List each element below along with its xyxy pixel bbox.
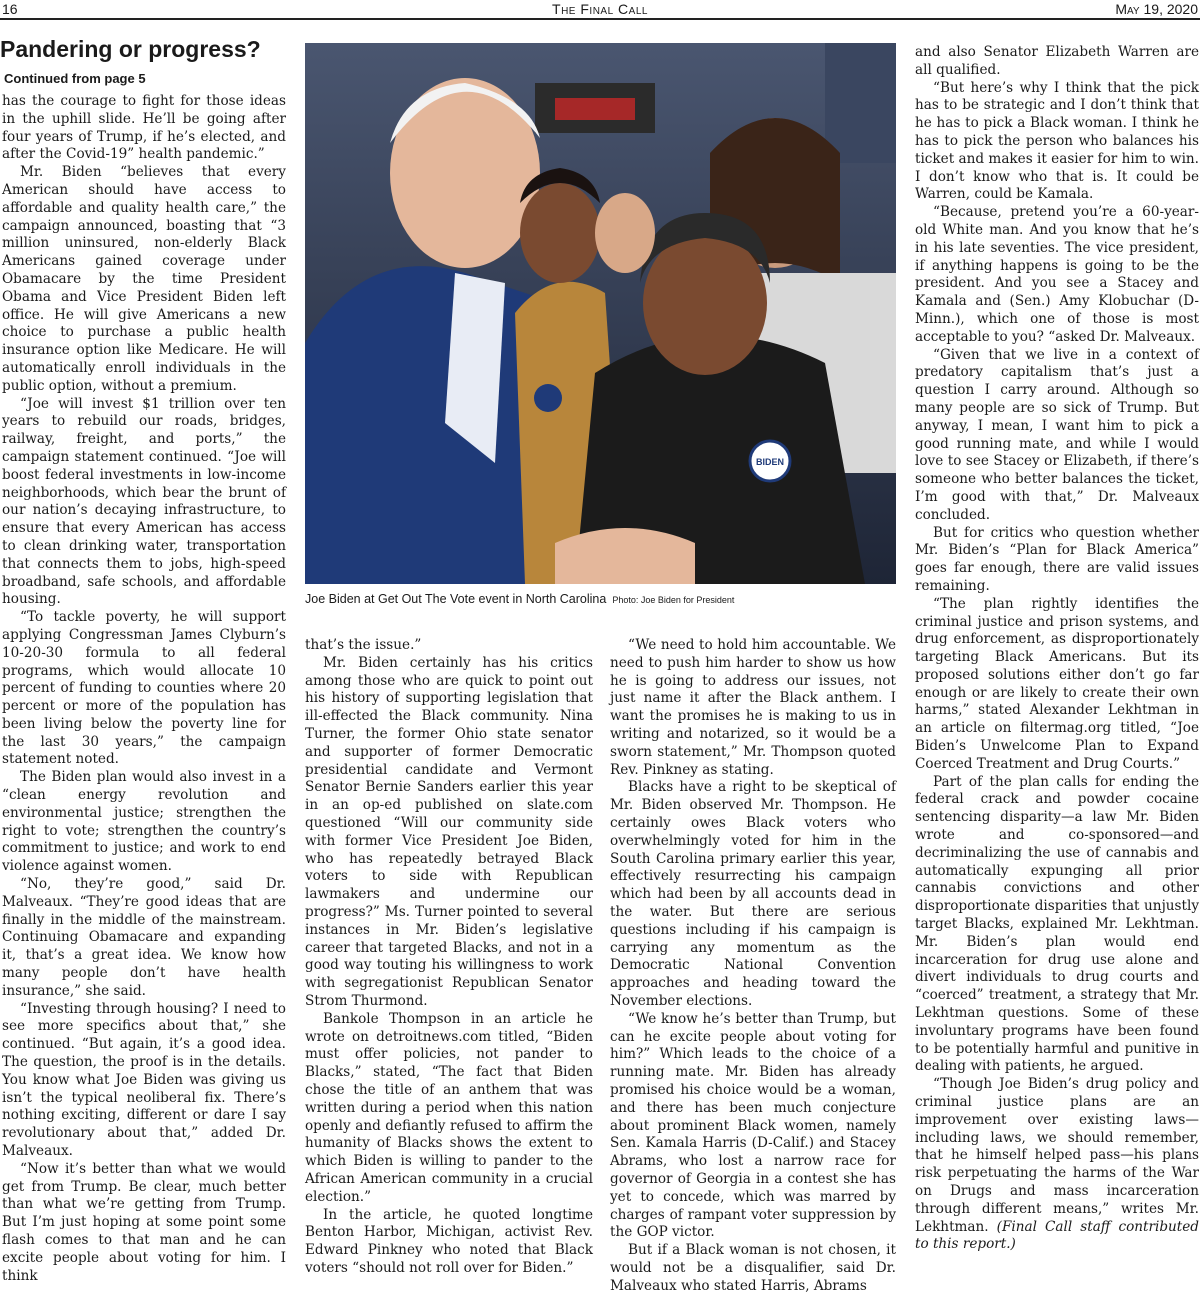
masthead [0,0,1200,20]
paragraph: has the courage to fight for those ideas in the uphill slide. He’ll be going after four years of Trump, if he’s elected, and after the Covid-19” health pandemic.” [2,93,286,163]
photo-illustration [305,43,896,584]
paragraph: and also Senator Elizabeth Warren are all qualified. [915,44,1199,78]
paragraph: “Because, pretend you’re a 60-year-old White man. And you know that he’s in his late seventies. The vice president, if anything happens is going to be the president. And you see a Stacey and Kamala and (Sen.) Amy Klobuchar (D-Minn.), which one of those is most acceptable to you? “asked Dr. Malveaux. [915,204,1199,345]
caption-text: Joe Biden at Get Out The Vote event in North Carolina [305,592,607,606]
paragraph: In the article, he quoted longtime Benton Harbor, Michigan, activist Rev. Edward Pinkney who noted that Black voters “should not roll over for Biden.” [305,1206,593,1276]
paragraph: “To tackle poverty, he will support applying Congressman James Clyburn’s 10-20-30 formula to all federal programs, which would allocate 10 percent of funding to counties where 20 percent or more of the population has been living below the poverty line for the last 30 years,” the campaign statement noted. [2,609,286,768]
paragraph: “We need to hold him accountable. We need to push him harder to show us how he is going to address our issues, not just name it after the Black anthem. I want the promises he is making to us in writing and notarized, so it would be a sworn statement,” Mr. Thompson quoted Rev. Pinkney as stating. [610,637,896,778]
paragraph: “We know he’s better than Trump, but can he excite people about voting for him?” Which leads to the choice of a running mate. Mr. Biden has already promised his choice would be a woman, and there has been much conjecture about prominent Black women, namely Sen. Kamala Harris (D-Calif.) and Stacey Abrams, who lost a narrow race for governor of Georgia in a contest she has yet to concede, which was marred by charges of rampant voter suppression by the GOP victor. [610,1010,896,1241]
column-4 [915,44,1199,1254]
paragraph: But for critics who question whether Mr. Biden’s “Plan for Black America” goes far enough, there are valid issues remaining. [915,524,1199,594]
page-number: 16 [2,1,18,17]
photo-caption [305,592,905,606]
photo-credit: Photo: Joe Biden for President [612,595,735,605]
paragraph: “The plan rightly identifies the criminal justice and prison systems, and drug enforcement, as disproportionately targeting Black Americans. But its proposed solutions either don’t go far enough or are likely to create their own harms,” stated Alexander Lekhtman in an article on filtermag.org titled, “Joe Biden’s Unwelcome Plan to Expand Coerced Treatment and Drug Courts.” [915,595,1199,772]
campaign-button-text: BIDEN [755,457,785,467]
paragraph: Bankole Thompson in an article he wrote on detroitnews.com titled, “Biden must offer policies, not pander to Blacks,” stated, “The fact that Biden chose the title of an anthem that was written during a period when this nation openly and defiantly refused to affirm the humanity of Blacks shows the extent to which Biden is willing to pander to the African American community in a crucial election.” [305,1010,593,1205]
column-2 [305,637,593,1278]
paragraph: that’s the issue.” [305,637,422,653]
column-1 [2,93,286,1285]
paragraph: “Investing through housing? I need to see more specifics about that,” she continued. “But again, it’s a good idea. The question, the proof is in the details. You know what Joe Biden was giving us isn’t the typical neoliberal fix. There’s nothing exciting, different or dare I say revolutionary about that,” added Dr. Malveaux. [2,1000,286,1160]
column-3 [610,637,896,1295]
paragraph: Mr. Biden certainly has his critics among those who are quick to point out his history of supporting legislation that ill-effected the Black community. Nina Turner, the former Ohio state senator and supporter of former Democratic presidential candidate and Vermont Senator Bernie Sanders earlier this year in an op-ed published on slate.com questioned “Will our community side with former Vice President Joe Biden, who has repeatedly betrayed Black voters to side with Republican lawmakers and undermine our progress?” Ms. Turner pointed to several instances in Mr. Biden’s legislative career that targeted Blacks, and not in a good way touting his willingness to work with segregationist Republican Senator Strom Thurmond. [305,654,593,1009]
paragraph-final [915,1076,1199,1254]
paragraph: “Joe will invest $1 trillion over ten years to rebuild our roads, bridges, railway, freight, and ports,” the campaign statement continued. “Joe will boost federal investments in low-income neighborhoods, which bear the brunt of our nation’s decaying infrastructure, to ensure that every American has access to clean drinking water, transportation that connects them to jobs, high-speed broadband, safe schools, and affordable housing. [2,395,286,608]
news-photo [305,43,896,584]
paragraph: “Given that we live in a context of predatory capitalism that’s just a question I carry around. Although so many people are so sick of Trump. But anyway, I mean, I want him to pick a good running mate, and while I would love to see Stacey or Elizabeth, if there’s someone who better balances the ticket, I’m good with that,” Dr. Malveaux concluded. [915,346,1199,523]
issue-date: May 19, 2020 [1115,1,1198,17]
paragraph: Blacks have a right to be skeptical of Mr. Biden observed Mr. Thompson. He certainly owes Black voters who overwhelmingly voted for him in the South Carolina primary earlier this year, effectively resurrecting his campaign which had been by all accounts dead in the water. But there are serious questions including if his campaign is carrying any momentum as the Democratic National Convention approaches and heading toward the November elections. [610,779,896,1009]
paragraph: The Biden plan would also invest in a “clean energy revolution and environmental justice; strengthen the right to vote; strengthen the country’s commitment to justice; and work to end violence against women. [2,769,286,875]
paragraph: Part of the plan calls for ending the federal crack and powder cocaine sentencing disparity—a law Mr. Biden wrote and co-sponsored—and decriminalizing the use of cannabis and automatically expunging all prior cannabis convictions and other disproportionate disparities that unjustly target Blacks, explained Mr. Lekhtman. Mr. Biden’s plan would end incarceration for drug use alone and divert individuals to drug courts and “coerced” treatment, a strategy that Mr. Lekhtman questions. Some of these involuntary programs have been found to be potentially harmful and punitive in dealing with patients, he argued. [915,773,1199,1075]
paragraph: “But here’s why I think that the pick has to be strategic and I don’t think that he has to pick a Black woman. I think he has to pick the person who balances his ticket and makes it easier for him to win. I don’t know who that is. It could be Warren, could be Kamala. [915,79,1199,203]
paragraph: “No, they’re good,” said Dr. Malveaux. “They’re good ideas that are finally in the middle of the mainstream. Continuing Obamacare and expanding it, that’s a great idea. We know how many people don’t have health insurance,” she said. [2,876,286,999]
paragraph: Mr. Biden “believes that every American should have access to affordable and quality health care,” the campaign announced, boasting that “3 million uninsured, non-elderly Black Americans gained coverage under Obamacare by the time President Obama and Vice President Biden left office. He will give Americans a new choice to purchase a public health insurance option like Medicare. He will automatically enroll individuals in the public option, without a premium. [2,164,286,394]
paragraph: But if a Black woman is not chosen, it would not be a disqualifier, said Dr. Malveaux who stated Harris, Abrams [610,1242,896,1294]
paragraph: “Now it’s better than what we would get from Trump. Be clear, much better than what we’re getting from Trump. But I’m just hoping at some point some flash comes to that man and he can excite people about voting for him. I think [2,1160,286,1284]
staff-note: (Final Call staff contributed to this report.) [915,1218,1200,1253]
publication-name: The Final Call [552,1,648,17]
final-paragraph-text: “Though Joe Biden’s drug policy and criminal justice plans are an improvement over existing laws—including laws, we should remember, that he himself helped pass—his plans risk perpetuating the harms of the War on Drugs and mass incarceration through different means,” writes Mr. Lekhtman. [915,1076,1199,1235]
continued-from: Continued from page 5 [4,71,146,86]
headline: Pandering or progress? [0,36,261,62]
